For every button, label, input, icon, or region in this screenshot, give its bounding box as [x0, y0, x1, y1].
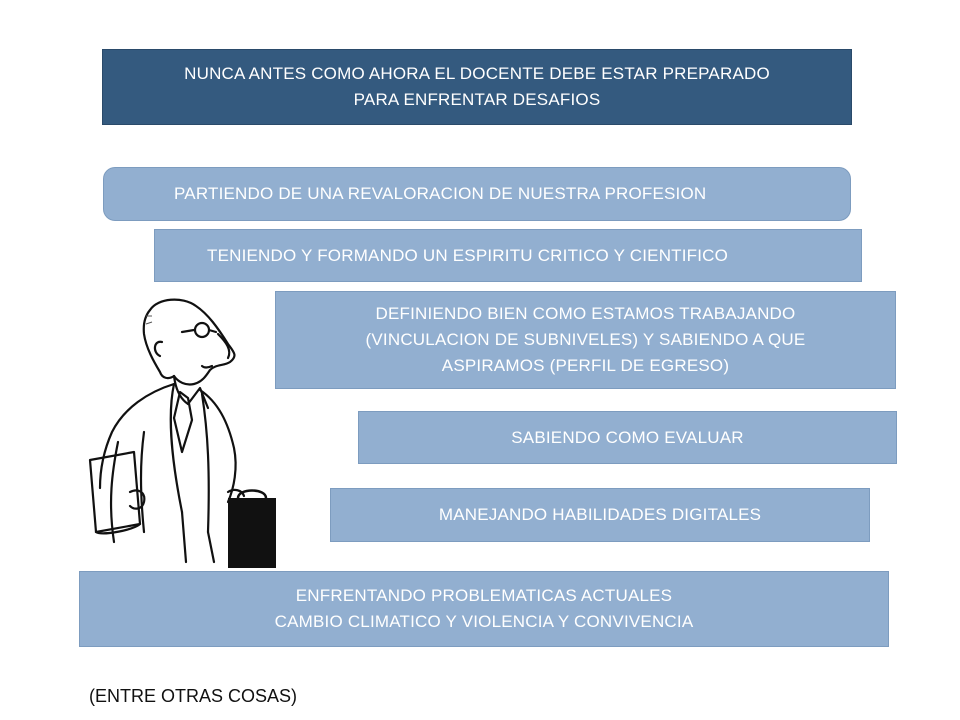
habilidades-digitales-text: MANEJANDO HABILIDADES DIGITALES	[438, 505, 762, 524]
problematicas-line-1: ENFRENTANDO PROBLEMATICAS ACTUALES	[295, 586, 673, 605]
definiendo-line-2: (VINCULACION DE SUBNIVELES) Y SABIENDO A QUE	[365, 330, 806, 349]
definiendo-line-3: ASPIRAMOS (PERFIL DE EGRESO)	[441, 356, 730, 375]
definiendo-line-1: DEFINIENDO BIEN COMO ESTAMOS TRABAJANDO	[375, 304, 796, 323]
title-line-1: NUNCA ANTES COMO AHORA EL DOCENTE DEBE ESTAR PREPARADO	[184, 64, 770, 83]
evaluar-box	[358, 411, 897, 464]
espiritu-critico-box	[154, 229, 862, 282]
espiritu-critico-text: TENIENDO Y FORMANDO UN ESPIRITU CRITICO Y CIENTIFICO	[207, 245, 729, 265]
revaloracion-box	[103, 167, 851, 221]
teacher-cartoon-illustration	[78, 292, 290, 568]
habilidades-digitales-box	[330, 488, 870, 542]
revaloracion-text: PARTIENDO DE UNA REVALORACION DE NUESTRA PROFESION	[174, 184, 707, 203]
definiendo-box	[275, 291, 896, 389]
title-line-2: PARA ENFRENTAR DESAFIOS	[353, 90, 601, 109]
problematicas-box	[79, 571, 889, 647]
title-banner	[102, 49, 852, 125]
evaluar-text: SABIENDO COMO EVALUAR	[511, 427, 744, 447]
problematicas-line-2: CAMBIO CLIMATICO Y VIOLENCIA Y CONVIVENCIA	[274, 612, 694, 631]
footer-note: (ENTRE OTRAS COSAS)	[89, 686, 298, 706]
